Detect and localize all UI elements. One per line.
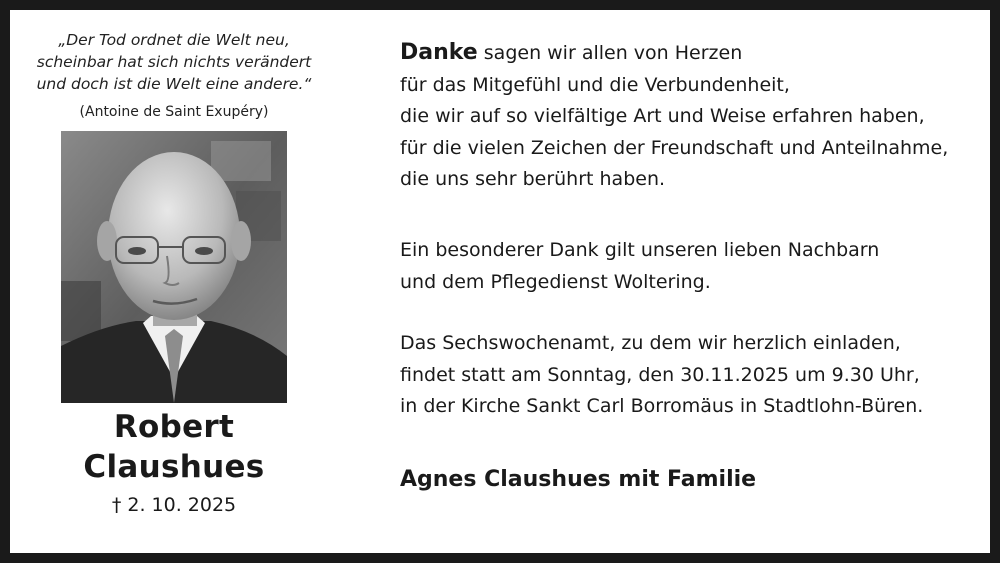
portrait-photo: [61, 131, 287, 403]
special-thanks-line: und dem Pflegedienst Woltering.: [400, 270, 711, 293]
death-date: † 2. 10. 2025: [111, 494, 237, 516]
obituary-card: [10, 10, 990, 553]
special-thanks-line: Ein besonderer Dank gilt unseren lieben Nachbarn: [400, 239, 880, 261]
special-thanks-paragraph: [400, 235, 980, 298]
service-line: in der Kirche Sankt Carl Borromäus in Stadtlohn-Büren.: [400, 395, 924, 417]
thanks-text: sagen wir allen von Herzen: [477, 42, 743, 64]
last-name: Claushues: [83, 449, 265, 485]
thanks-line: [400, 37, 980, 70]
danke-word: Danke: [400, 40, 478, 65]
service-line: Das Sechswochenamt, zu dem wir herzlich einladen,: [400, 332, 901, 354]
signature: Agnes Claushues mit Familie: [400, 467, 757, 492]
thanks-paragraph: [400, 37, 980, 196]
service-line: findet statt am Sonntag, den 30.11.2025 um 9.30 Uhr,: [400, 363, 920, 386]
quote-line: scheinbar hat sich nichts verändert: [36, 53, 312, 71]
deceased-name: [24, 407, 324, 487]
quote-author: (Antoine de Saint Exupéry): [79, 104, 269, 120]
quote: [24, 29, 324, 95]
first-name: Robert: [113, 409, 235, 445]
service-paragraph: [400, 328, 980, 423]
thanks-line: für das Mitgefühl und die Verbundenheit,: [400, 73, 790, 96]
thanks-line: die uns sehr berührt haben.: [400, 168, 666, 190]
thanks-line: die wir auf so vielfältige Art und Weise erfahren haben,: [400, 105, 925, 127]
quote-line: und doch ist die Welt eine andere.“: [36, 75, 312, 93]
thanks-line: für die vielen Zeichen der Freundschaft und Anteilnahme,: [400, 136, 949, 159]
quote-line: „Der Tod ordnet die Welt neu,: [58, 31, 290, 49]
